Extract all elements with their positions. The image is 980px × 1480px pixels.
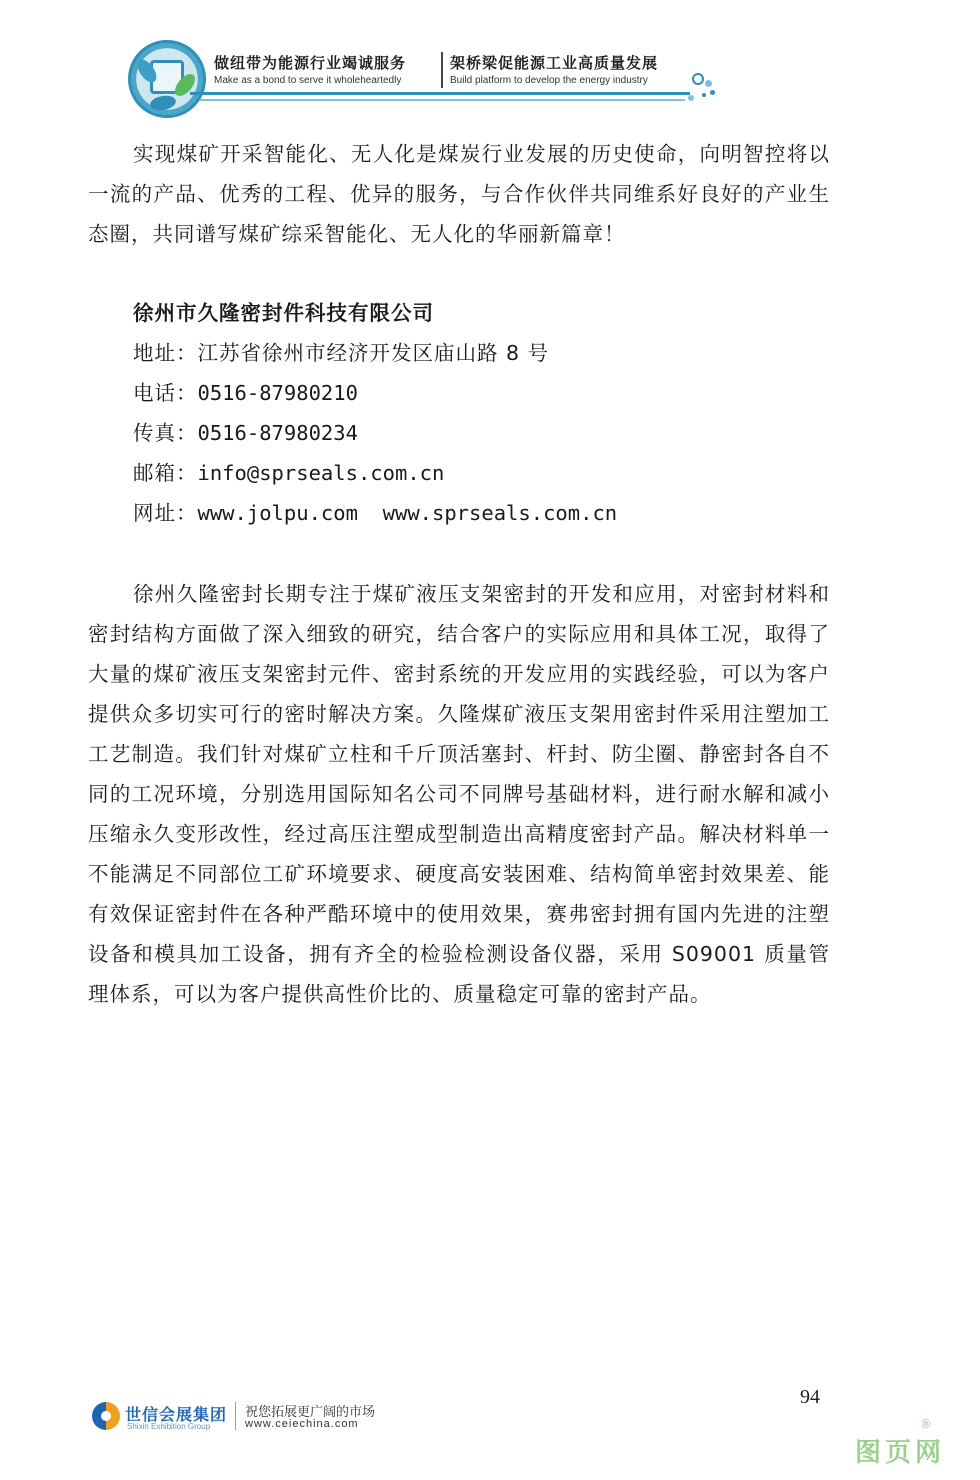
footer-url: www.ceiechina.com bbox=[245, 1418, 359, 1430]
site-watermark: 图页网 bbox=[855, 1438, 946, 1468]
header-rule bbox=[190, 92, 690, 95]
shixin-logo-icon bbox=[92, 1402, 120, 1430]
company-name: 徐州市久隆密封件科技有限公司 bbox=[133, 301, 434, 325]
fax-label: 传真： bbox=[133, 421, 198, 445]
intro-paragraph: 实现煤矿开采智能化、无人化是煤炭行业发展的历史使命，向明智控将以一流的产品、优秀的工程、优异的服务，与合作伙伴共同维系好良好的产业生态圈，共同谱写煤矿综采智能化、无人化的华丽新篇章！ bbox=[88, 142, 830, 246]
header-rule bbox=[200, 99, 685, 101]
email-value: info@sprseals.com.cn bbox=[197, 461, 445, 485]
phone-line bbox=[133, 376, 358, 406]
phone-value: 0516-87980210 bbox=[197, 381, 358, 405]
email-line bbox=[133, 456, 444, 486]
header-subtitle-right: Build platform to develop the energy industry bbox=[450, 75, 648, 86]
footer-slogan: 祝您拓展更广阔的市场 bbox=[245, 1405, 376, 1420]
address-line bbox=[133, 336, 549, 366]
decorative-dot-icon bbox=[692, 73, 704, 85]
email-label: 邮箱： bbox=[133, 461, 198, 485]
phone-label: 电话： bbox=[133, 381, 198, 405]
registered-mark: ® bbox=[920, 1417, 932, 1431]
header-title-right: 架桥梁促能源工业高质量发展 bbox=[450, 54, 659, 72]
address-label: 地址： bbox=[133, 341, 198, 365]
website-label: 网址： bbox=[133, 501, 198, 525]
page-number: 94 bbox=[800, 1386, 820, 1408]
decorative-dot-icon bbox=[702, 93, 706, 97]
footer-brand-english: Shixin Exhibition Group bbox=[127, 1422, 211, 1431]
header-title-left: 做纽带为能源行业竭诚服务 bbox=[214, 54, 407, 72]
header-subtitle-left: Make as a bond to serve it wholeheartedly bbox=[214, 75, 402, 86]
page-header bbox=[0, 0, 980, 120]
decorative-dot-icon bbox=[705, 80, 712, 87]
website-line bbox=[133, 496, 617, 526]
decorative-dot-icon bbox=[710, 90, 715, 95]
website-value: www.jolpu.com www.sprseals.com.cn bbox=[197, 501, 618, 525]
description-paragraph: 徐州久隆密封长期专注于煤矿液压支架密封的开发和应用，对密封材料和密封结构方面做了深入细致的研究，结合客户的实际应用和具体工况，取得了大量的煤矿液压支架密封元件、密封系统的开发应用的实践经验，可以为客户提供众多切实可行的密时解决方案。久隆煤矿液压支架用密封件采用注塑加工工艺制造。我们针对煤矿立柱和千斤顶活塞封、杆封、防尘圈、静密封各自不同的工况环境，分别选用国际知名公司不同牌号基础材料，进行耐水解和减小压缩永久变形改性，经过高压注塑成型制造出高精度密封产品。解决材料单一不能满足不同部位工矿环境要求、硬度高安装困难、结构简单密封效果差、能有效保证密封件在各种严酷环境中的使用效果，赛弗密封拥有国内先进的注塑设备和模具加工设备，拥有齐全的检验检测设备仪器，采用 S09001 质量管理体系，可以为客户提供高性价比的、质量稳定可靠的密封产品。 bbox=[88, 582, 830, 1006]
header-divider bbox=[441, 52, 443, 88]
fax-line bbox=[133, 416, 358, 446]
footer-brand-name: 世信会展集团 bbox=[125, 1405, 228, 1424]
decorative-dot-icon bbox=[688, 95, 694, 101]
fax-value: 0516-87980234 bbox=[197, 421, 358, 445]
footer-divider bbox=[235, 1402, 236, 1430]
address-value: 江苏省徐州市经济开发区庙山路 8 号 bbox=[197, 341, 550, 365]
